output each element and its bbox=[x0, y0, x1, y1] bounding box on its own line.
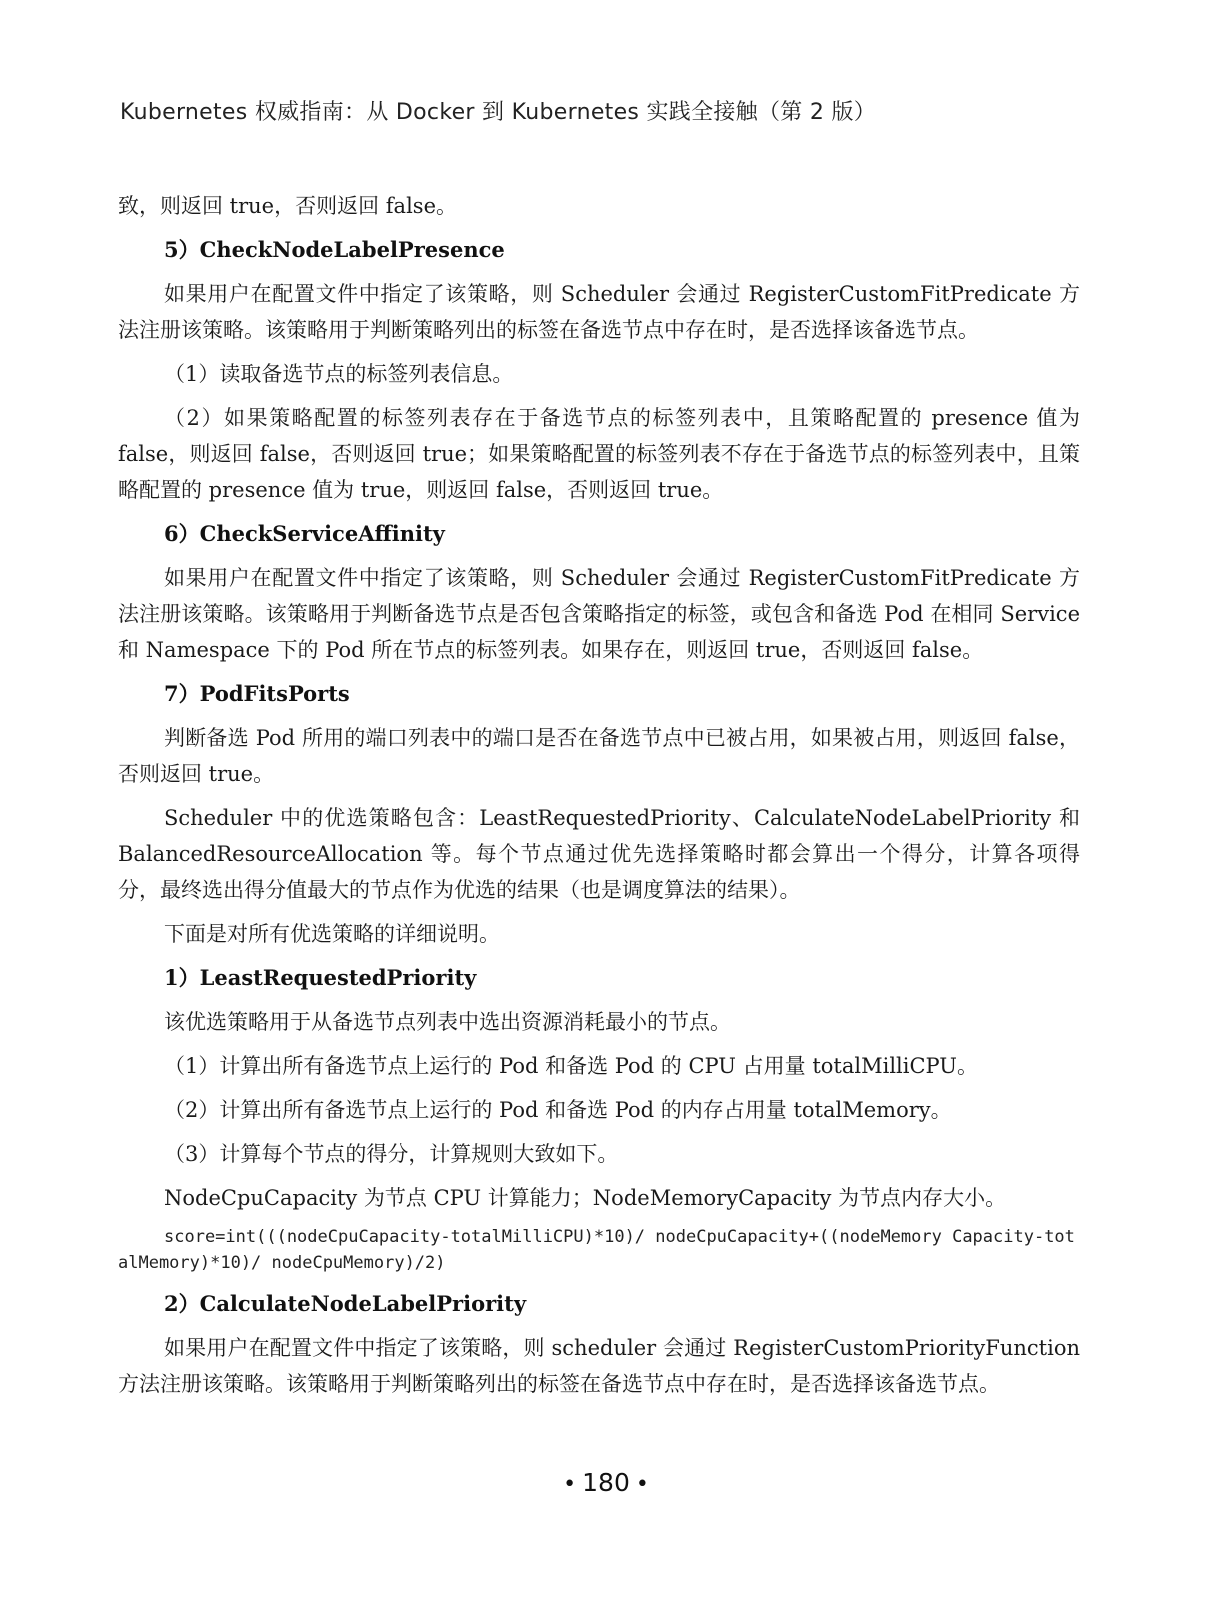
bullet-left: • bbox=[563, 1472, 577, 1497]
paragraph-capacity-definitions: NodeCpuCapacity 为节点 CPU 计算能力；NodeMemoryCapacity 为节点内存大小。 bbox=[164, 1186, 1007, 1210]
paragraph-step-3-score: （3）计算每个节点的得分，计算规则大致如下。 bbox=[164, 1142, 619, 1166]
bullet-right: • bbox=[635, 1472, 649, 1497]
paragraph-calculate-node-label-priority: 如果用户在配置文件中指定了该策略，则 scheduler 会通过 RegisterCustomPriorityFunction 方法注册该策略。该策略用于判断策略列出的标签在备选节点中存在时，是否选择该备选节点。 bbox=[118, 1336, 1080, 1396]
paragraph-step-2-presence: （2）如果策略配置的标签列表存在于备选节点的标签列表中，且策略配置的 presence 值为 false，则返回 false，否则返回 true；如果策略配置的标签列表不存在于备选节点的标签列表中，且策略配置的 presence 值为 true，则返回 false，否则返回 true。 bbox=[118, 406, 1080, 502]
paragraph-continuation: 致，则返回 true，否则返回 false。 bbox=[118, 194, 457, 218]
heading-pod-fits-ports: 7）PodFitsPorts bbox=[164, 681, 350, 706]
heading-check-service-affinity: 6）CheckServiceAffinity bbox=[164, 521, 445, 546]
paragraph-step-1-read-labels: （1）读取备选节点的标签列表信息。 bbox=[164, 362, 514, 386]
paragraph-pod-fits-ports: 判断备选 Pod 所用的端口列表中的端口是否在备选节点中已被占用，如果被占用，则返回 false，否则返回 true。 bbox=[118, 726, 1080, 786]
paragraph-least-requested-desc: 该优选策略用于从备选节点列表中选出资源消耗最小的节点。 bbox=[164, 1010, 731, 1034]
page-number: 180 bbox=[582, 1468, 630, 1497]
paragraph-priority-intro: 下面是对所有优选策略的详细说明。 bbox=[164, 922, 500, 946]
heading-least-requested-priority: 1）LeastRequestedPriority bbox=[164, 965, 477, 990]
paragraph-step-2-memory: （2）计算出所有备选节点上运行的 Pod 和备选 Pod 的内存占用量 totalMemory。 bbox=[164, 1098, 952, 1122]
heading-check-node-label-presence: 5）CheckNodeLabelPresence bbox=[164, 237, 505, 262]
paragraph-priority-overview: Scheduler 中的优选策略包含：LeastRequestedPriority、CalculateNodeLabelPriority 和 BalancedResourceAllocation 等。每个节点通过优先选择策略时都会算出一个得分，计算各项得分，最终选出得分值最大的节点作为优选的结果（也是调度算法的结果）。 bbox=[118, 806, 1080, 902]
paragraph-check-service-affinity: 如果用户在配置文件中指定了该策略，则 Scheduler 会通过 RegisterCustomFitPredicate 方法注册该策略。该策略用于判断备选节点是否包含策略指定的标签，或包含和备选 Pod 在相同 Service 和 Namespace 下的 Pod 所在节点的标签列表。如果存在，则返回 true，否则返回 false。 bbox=[118, 566, 1080, 662]
page-footer bbox=[0, 1468, 1212, 1497]
heading-calculate-node-label-priority: 2）CalculateNodeLabelPriority bbox=[164, 1291, 527, 1316]
code-score-formula: score=int(((nodeCpuCapacity-totalMilliCPU)*10)/ nodeCpuCapacity+((nodeMemory Capacity-totalMemory)*10)/ nodeCpuMemory)/2) bbox=[118, 1227, 1075, 1273]
paragraph-check-node-label-presence: 如果用户在配置文件中指定了该策略，则 Scheduler 会通过 RegisterCustomFitPredicate 方法注册该策略。该策略用于判断策略列出的标签在备选节点中存在时，是否选择该备选节点。 bbox=[118, 282, 1080, 342]
running-header: Kubernetes 权威指南：从 Docker 到 Kubernetes 实践全接触（第 2 版） bbox=[120, 100, 877, 125]
body-text bbox=[118, 188, 1080, 1410]
paragraph-step-1-cpu: （1）计算出所有备选节点上运行的 Pod 和备选 Pod 的 CPU 占用量 totalMilliCPU。 bbox=[164, 1054, 978, 1078]
